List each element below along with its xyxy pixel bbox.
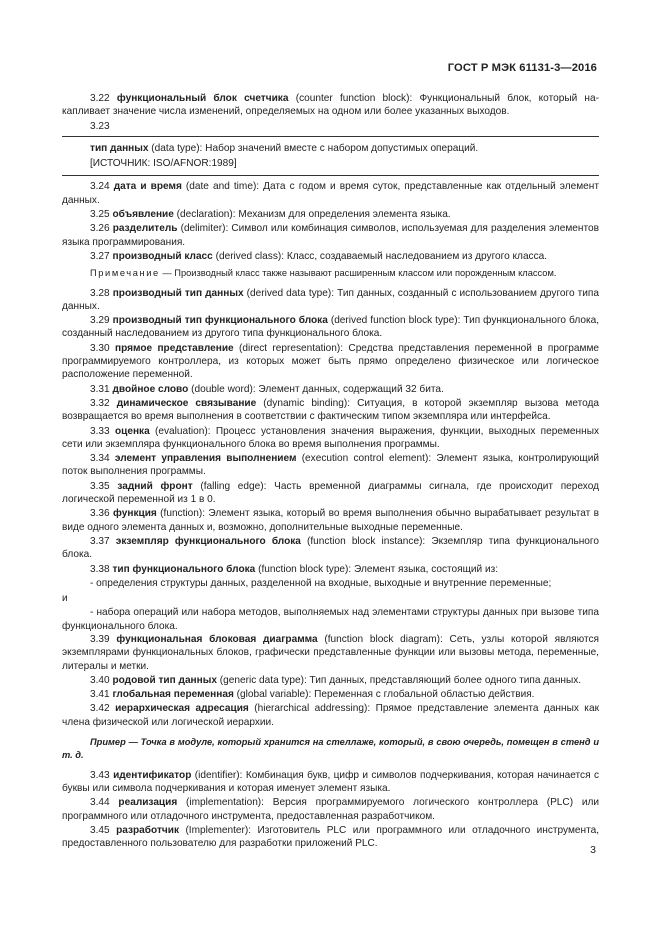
note (62, 267, 599, 280)
entry-number: 3.25 (90, 209, 110, 221)
entry-3-43 (62, 769, 599, 796)
boxed-definition (62, 136, 599, 177)
entry-text: (double word): Элемент данных, содержащий 32 бита. (188, 383, 444, 395)
entry-number: 3.24 (90, 181, 110, 193)
entry-number: 3.44 (90, 797, 110, 809)
entry-term: оценка (114, 425, 150, 437)
entry-number: 3.45 (90, 824, 110, 836)
entry-3-35 (62, 480, 599, 507)
note-label: Примечание (90, 268, 160, 279)
entry-3-33 (62, 425, 599, 452)
conjunction: и (62, 593, 68, 605)
entry-text: (evaluation): Процесс установления значения выражения, функции, выходных переменных сети или экземпляра функционального блока во время выполнения программы. (62, 425, 599, 450)
entry-text: (derived data type): Тип данных, созданный с использованием другого типа данных. (62, 287, 599, 312)
list-item: - определения структуры данных, разделенной на входные, выходные и внутренние переменные; (90, 577, 552, 589)
entry-number: 3.33 (90, 425, 110, 437)
entry-number: 3.28 (90, 287, 110, 299)
entry-3-31 (62, 383, 599, 396)
entry-term: тип функционального блока (112, 563, 256, 575)
entry-3-45 (62, 824, 599, 851)
entry-term: прямое представление (115, 342, 234, 354)
entry-number: 3.37 (90, 535, 110, 547)
entry-number: 3.32 (90, 397, 110, 409)
entry-3-36 (62, 507, 599, 534)
entry-text: (direct representation): Средства представления переменной в программе программируемого контроллера, из которых может быть прямо определено физическое или логическое расположение переменной. (62, 342, 600, 381)
entry-number: 3.35 (90, 480, 110, 492)
entry-number: 3.42 (90, 703, 110, 715)
entry-number: 3.30 (90, 342, 110, 354)
entry-text: (derived function block type): Тип функционального блока, созданный наследованием из другого типа функционального блока. (62, 315, 599, 340)
entry-term: иерархическая адресация (115, 703, 249, 715)
entry-text: (function block instance): Экземпляр типа функционального блока. (62, 535, 599, 561)
entry-text: (falling edge): Часть временной диаграммы сигнала, где происходит переход логической переменной из 1 в 0. (62, 480, 600, 506)
entry-3-30 (62, 342, 599, 382)
entry-text: (declaration): Механизм для определения элемента языка. (173, 209, 451, 221)
example: Пример — Точка в модуле, который хранится на стеллаже, который, в свою очередь, помещен в стенд и т. д. (62, 737, 599, 761)
entry-text: (function): Элемент языка, который во время выполнения обычно вырабатывает результат в виде одного элемента данных и, возможно, дополнительные выходные переменные. (62, 508, 600, 533)
entry-term: функциональный блок счетчика (116, 93, 289, 104)
entry-term: динамическое связывание (116, 397, 257, 409)
entry-text: (global variable): Переменная с глобальной областью действия. (233, 689, 535, 701)
entry-number: 3.22 (90, 93, 110, 104)
entry-text: (delimiter): Символ или комбинация символов, используемая для разделения элементов языка программирования. (62, 223, 599, 248)
entry-number: 3.26 (90, 223, 110, 235)
entry-term: функция (113, 508, 157, 520)
page-body (62, 92, 599, 851)
entry-term: реализация (118, 797, 178, 809)
entry-term: разработчик (116, 824, 180, 836)
entry-3-42 (62, 702, 599, 729)
entry-text: (generic data type): Тип данных, представляющий более одного типа данных. (216, 674, 582, 686)
entry-number: 3.34 (90, 453, 110, 465)
entry-number: 3.29 (90, 315, 110, 327)
entry-3-24 (62, 180, 599, 207)
entry-3-26 (62, 222, 599, 249)
entry-number: 3.43 (90, 769, 110, 781)
entry-3-41 (62, 688, 599, 701)
source-reference: [ИСТОЧНИК: ISO/AFNOR:1989] (90, 158, 237, 170)
entry-term: объявление (112, 209, 174, 221)
entry-text: (Implementer): Изготовитель PLC или программного или отладочного инструмента, предоставленного пользователю для разработки приложений PLC. (62, 824, 599, 850)
entry-number: 3.31 (90, 383, 110, 395)
entry-3-25 (62, 208, 599, 221)
entry-term: производный тип данных (112, 287, 244, 299)
entry-3-34 (62, 452, 599, 479)
entry-text: (function block type): Элемент языка, состоящий из: (255, 563, 499, 575)
entry-3-37 (62, 535, 599, 562)
list-item: - набора операций или набора методов, выполняемых над элементами структуры данных при вызове типа функционального блока. (62, 607, 599, 632)
entry-number: 3.40 (90, 674, 110, 686)
entry-3-22 (62, 92, 599, 119)
entry-term: элемент управления выполнением (114, 453, 297, 465)
entry-term: глобальная переменная (112, 689, 234, 701)
entry-number: 3.23 (90, 120, 110, 132)
document-header: ГОСТ Р МЭК 61131-3—2016 (447, 62, 597, 74)
entry-number: 3.38 (90, 563, 110, 575)
entry-text: (date and time): Дата с годом и время суток, представленные как отдельный элемент данных. (62, 181, 599, 206)
entry-3-40 (62, 674, 599, 687)
entry-term: двойное слово (112, 383, 189, 395)
entry-text: (hierarchical addressing): Прямое представление элемента данных как члена физической или логической иерархии. (62, 703, 599, 728)
entry-text: (dynamic binding): Ситуация, в которой экземпляр вызова метода возвращается во время выполнения в соответствии с фактическим типом экземпляра или интерфейса. (62, 397, 599, 423)
entry-number: 3.27 (90, 250, 110, 262)
entry-term: дата и время (113, 181, 182, 193)
entry-3-44 (62, 796, 599, 823)
entry-3-32 (62, 397, 599, 424)
entry-text: (counter function block): Функциональный блок, который накапливает значение числа изменений, определяемых на одном или более указанных выходов. (62, 93, 599, 118)
entry-3-23 (90, 142, 599, 155)
entry-term: задний фронт (117, 480, 193, 492)
entry-text: (identifier): Комбинация букв, цифр и символов подчеркивания, которая начинается с буквы или символа подчеркивания и которая именует элемент языка. (62, 769, 599, 794)
entry-text: (data type): Набор значений вместе с набором допустимых операций. (148, 142, 479, 154)
entry-term: тип данных (90, 142, 149, 154)
entry-term: разделитель (112, 223, 178, 235)
entry-number: 3.36 (90, 508, 110, 520)
entry-3-28 (62, 287, 599, 314)
entry-term: производный тип функционального блока (112, 315, 328, 327)
entry-3-38 (62, 563, 599, 576)
entry-term: производный класс (112, 250, 213, 262)
entry-term: идентификатор (113, 769, 192, 781)
entry-3-27 (62, 250, 599, 263)
page-number: 3 (590, 844, 596, 856)
entry-text: (derived class): Класс, создаваемый наследованием из другого класса. (212, 250, 548, 262)
entry-term: родовой тип данных (112, 674, 217, 686)
entry-3-23-number (62, 120, 599, 133)
entry-text: (function block diagram): Сеть, узлы которой являются экземплярами функциональных блоков, графически представленные функции или вызовы метода, переменные, литералы и метки. (62, 633, 599, 672)
entry-term: экземпляр функционального блока (115, 535, 301, 547)
note-text: — Производный класс также называют расширенным классом или порожденным классом. (159, 268, 557, 279)
entry-3-39 (62, 633, 599, 673)
entry-number: 3.41 (90, 689, 110, 701)
entry-number: 3.39 (90, 633, 110, 645)
entry-term: функциональная блоковая диаграмма (116, 633, 318, 645)
entry-3-29 (62, 314, 599, 341)
entry-text: (implementation): Версия программируемого логического контроллера (PLC) или программного или отладочного инструмента, предоставленная разработчиком. (62, 797, 599, 822)
entry-text: (execution control element): Элемент языка, контролирующий поток выполнения программы. (62, 453, 599, 478)
